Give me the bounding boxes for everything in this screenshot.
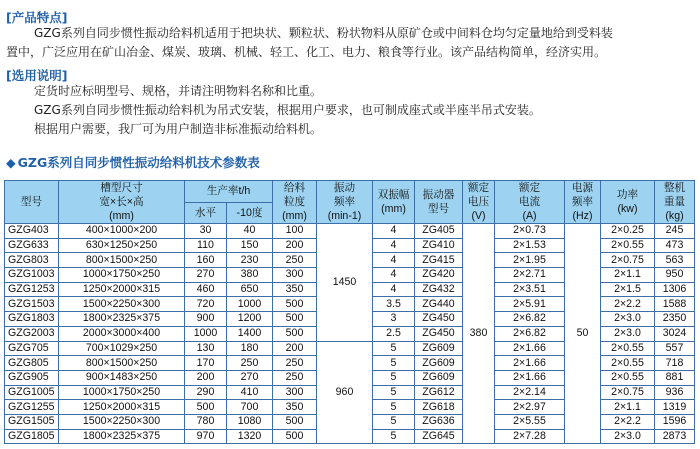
cell-current: 2×7.28 (495, 429, 565, 444)
cell-trough-size: 400×1000×200 (59, 224, 185, 239)
cell-capacity-horizontal: 30 (185, 224, 227, 239)
cell-vibrator-model: ZG410 (415, 238, 463, 253)
cell-model: GZG1805 (5, 429, 59, 444)
cell-feed-size: 300 (273, 385, 317, 400)
selection-heading: [选用说明] (6, 68, 68, 83)
cell-model: GZG1803 (5, 312, 59, 327)
cell-weight: 557 (655, 341, 695, 356)
header-amplitude: 双振幅 (mm) (373, 181, 415, 224)
cell-model: GZG403 (5, 224, 59, 239)
cell-capacity-minus10: 150 (227, 238, 273, 253)
cell-power: 2×3.0 (601, 429, 655, 444)
cell-capacity-horizontal: 200 (185, 370, 227, 385)
cell-current: 2×1.95 (495, 253, 565, 268)
cell-feed-size: 500 (273, 312, 317, 327)
cell-feed-size: 300 (273, 268, 317, 283)
header-vib-frequency: 振动 频率 (min-1) (317, 181, 373, 224)
cell-power: 2×2.2 (601, 414, 655, 429)
cell-capacity-horizontal: 1000 (185, 326, 227, 341)
cell-current: 2×5.91 (495, 297, 565, 312)
cell-amplitude: 5 (373, 341, 415, 356)
cell-weight: 2350 (655, 312, 695, 327)
cell-power: 2×2.2 (601, 297, 655, 312)
cell-capacity-minus10: 270 (227, 370, 273, 385)
cell-vibrator-model: ZG609 (415, 341, 463, 356)
cell-vib-frequency: 1450 (317, 224, 373, 342)
cell-amplitude: 3.5 (373, 297, 415, 312)
cell-amplitude: 4 (373, 224, 415, 239)
cell-power: 2×0.55 (601, 341, 655, 356)
cell-trough-size: 630×1250×250 (59, 238, 185, 253)
header-capacity-minus10: -10度 (227, 202, 273, 224)
cell-weight: 473 (655, 238, 695, 253)
cell-feed-size: 250 (273, 370, 317, 385)
cell-capacity-minus10: 700 (227, 400, 273, 415)
cell-power: 2×0.55 (601, 370, 655, 385)
cell-capacity-minus10: 1000 (227, 297, 273, 312)
cell-weight: 936 (655, 385, 695, 400)
cell-power: 2×0.55 (601, 356, 655, 371)
cell-current: 2×0.73 (495, 224, 565, 239)
table-row (5, 224, 695, 239)
cell-model: GZG1253 (5, 282, 59, 297)
cell-capacity-horizontal: 290 (185, 385, 227, 400)
cell-vibrator-model: ZG636 (415, 414, 463, 429)
cell-capacity-horizontal: 970 (185, 429, 227, 444)
cell-trough-size: 1000×1750×250 (59, 385, 185, 400)
cell-capacity-horizontal: 270 (185, 268, 227, 283)
cell-current: 2×1.66 (495, 341, 565, 356)
cell-feed-size: 200 (273, 238, 317, 253)
cell-amplitude: 3 (373, 312, 415, 327)
cell-weight: 1306 (655, 282, 695, 297)
cell-model: GZG1505 (5, 414, 59, 429)
cell-feed-size: 350 (273, 282, 317, 297)
cell-vibrator-model: ZG450 (415, 326, 463, 341)
features-heading: [产品特点] (6, 10, 68, 25)
cell-trough-size: 700×1029×250 (59, 341, 185, 356)
cell-vibrator-model: ZG609 (415, 370, 463, 385)
cell-trough-size: 800×1500×250 (59, 356, 185, 371)
cell-capacity-horizontal: 720 (185, 297, 227, 312)
header-power: 功率 (kw) (601, 181, 655, 224)
cell-model: GZG805 (5, 356, 59, 371)
cell-current: 2×2.14 (495, 385, 565, 400)
diamond-icon: ◆ (6, 155, 16, 170)
cell-weight: 563 (655, 253, 695, 268)
cell-weight: 1596 (655, 414, 695, 429)
cell-current: 2×1.66 (495, 356, 565, 371)
cell-current: 2×2.71 (495, 268, 565, 283)
cell-trough-size: 2000×3000×400 (59, 326, 185, 341)
cell-capacity-minus10: 410 (227, 385, 273, 400)
cell-trough-size: 1500×2250×300 (59, 297, 185, 312)
header-capacity: 生产率t/h (185, 181, 273, 203)
cell-feed-size: 500 (273, 429, 317, 444)
cell-feed-size: 250 (273, 356, 317, 371)
header-feed-size: 给料 粒度 (mm) (273, 181, 317, 224)
cell-vibrator-model: ZG420 (415, 268, 463, 283)
cell-model: GZG1255 (5, 400, 59, 415)
cell-feed-size: 250 (273, 253, 317, 268)
cell-weight: 1319 (655, 400, 695, 415)
cell-power: 2×1.5 (601, 282, 655, 297)
cell-weight: 950 (655, 268, 695, 283)
cell-model: GZG1005 (5, 385, 59, 400)
cell-model: GZG1503 (5, 297, 59, 312)
cell-power: 2×0.55 (601, 238, 655, 253)
cell-trough-size: 1250×2000×315 (59, 282, 185, 297)
selection-line-1: 定货时应标明型号、规格，并请注明物料名称和比重。 (34, 84, 323, 98)
cell-trough-size: 1800×2325×375 (59, 312, 185, 327)
header-power-frequency: 电源 频率 (Hz) (565, 181, 601, 224)
cell-capacity-minus10: 650 (227, 282, 273, 297)
cell-feed-size: 500 (273, 326, 317, 341)
header-capacity-horizontal: 水平 (185, 202, 227, 224)
cell-current: 2×5.55 (495, 414, 565, 429)
cell-vibrator-model: ZG450 (415, 312, 463, 327)
cell-amplitude: 5 (373, 429, 415, 444)
cell-power: 2×1.1 (601, 400, 655, 415)
cell-capacity-minus10: 1400 (227, 326, 273, 341)
cell-vibrator-model: ZG645 (415, 429, 463, 444)
cell-amplitude: 4 (373, 268, 415, 283)
cell-amplitude: 5 (373, 385, 415, 400)
cell-capacity-minus10: 180 (227, 341, 273, 356)
cell-weight: 2873 (655, 429, 695, 444)
cell-power: 2×3.0 (601, 312, 655, 327)
cell-model: GZG905 (5, 370, 59, 385)
cell-current: 2×2.97 (495, 400, 565, 415)
cell-power: 2×3.0 (601, 326, 655, 341)
cell-vibrator-model: ZG618 (415, 400, 463, 415)
cell-capacity-minus10: 380 (227, 268, 273, 283)
cell-trough-size: 800×1500×250 (59, 253, 185, 268)
cell-capacity-minus10: 230 (227, 253, 273, 268)
cell-model: GZG803 (5, 253, 59, 268)
cell-vibrator-model: ZG440 (415, 297, 463, 312)
cell-model: GZG2003 (5, 326, 59, 341)
cell-model: GZG705 (5, 341, 59, 356)
cell-weight: 718 (655, 356, 695, 371)
cell-amplitude: 5 (373, 370, 415, 385)
cell-amplitude: 2.5 (373, 326, 415, 341)
header-trough-size: 槽型尺寸 宽×长×高 (mm) (59, 181, 185, 224)
cell-trough-size: 1000×1750×250 (59, 268, 185, 283)
cell-power: 2×1.1 (601, 268, 655, 283)
cell-capacity-minus10: 250 (227, 356, 273, 371)
spec-table (4, 180, 695, 444)
spec-table-body (5, 224, 695, 444)
cell-capacity-horizontal: 780 (185, 414, 227, 429)
cell-feed-size: 200 (273, 341, 317, 356)
cell-power: 2×0.75 (601, 385, 655, 400)
header-voltage: 额定 电压 (V) (463, 181, 495, 224)
cell-amplitude: 5 (373, 356, 415, 371)
cell-vibrator-model: ZG609 (415, 356, 463, 371)
cell-model: GZG1003 (5, 268, 59, 283)
cell-trough-size: 1800×2325×375 (59, 429, 185, 444)
header-vibrator-model: 振动器 型号 (415, 181, 463, 224)
cell-trough-size: 1500×2250×300 (59, 414, 185, 429)
cell-vibrator-model: ZG405 (415, 224, 463, 239)
header-weight: 整机 重量 (kg) (655, 181, 695, 224)
cell-capacity-minus10: 1080 (227, 414, 273, 429)
cell-feed-size: 100 (273, 224, 317, 239)
cell-current: 2×3.51 (495, 282, 565, 297)
cell-power: 2×0.75 (601, 253, 655, 268)
cell-capacity-horizontal: 160 (185, 253, 227, 268)
cell-amplitude: 4 (373, 238, 415, 253)
cell-capacity-minus10: 1320 (227, 429, 273, 444)
cell-vibrator-model: ZG612 (415, 385, 463, 400)
cell-amplitude: 4 (373, 282, 415, 297)
cell-amplitude: 4 (373, 253, 415, 268)
cell-weight: 245 (655, 224, 695, 239)
table-title-text: GZG系列自同步惯性振动给料机技术参数表 (17, 155, 260, 170)
cell-capacity-horizontal: 170 (185, 356, 227, 371)
cell-voltage: 380 (463, 224, 495, 444)
selection-line-3: 根据用户需要，我厂可为用户制造非标准振动给料机。 (34, 122, 323, 136)
cell-current: 2×1.53 (495, 238, 565, 253)
table-title (6, 153, 260, 171)
cell-capacity-horizontal: 500 (185, 400, 227, 415)
selection-line-2: GZG系列自同步惯性振动给料机为吊式安装，根据用户要求，也可制成座式或半座半吊式安装。 (34, 103, 541, 117)
cell-capacity-horizontal: 460 (185, 282, 227, 297)
cell-vibrator-model: ZG432 (415, 282, 463, 297)
header-current: 额定 电流 (A) (495, 181, 565, 224)
cell-vib-frequency: 960 (317, 341, 373, 444)
cell-weight: 3024 (655, 326, 695, 341)
header-model: 型号 (5, 181, 59, 224)
cell-capacity-horizontal: 110 (185, 238, 227, 253)
cell-capacity-horizontal: 900 (185, 312, 227, 327)
cell-feed-size: 350 (273, 400, 317, 415)
cell-amplitude: 5 (373, 414, 415, 429)
cell-capacity-horizontal: 130 (185, 341, 227, 356)
cell-model: GZG633 (5, 238, 59, 253)
cell-current: 2×6.82 (495, 326, 565, 341)
cell-weight: 881 (655, 370, 695, 385)
cell-amplitude: 5 (373, 400, 415, 415)
cell-current: 2×6.82 (495, 312, 565, 327)
cell-current: 2×1.66 (495, 370, 565, 385)
cell-weight: 1588 (655, 297, 695, 312)
cell-power-frequency: 50 (565, 224, 601, 444)
cell-feed-size: 500 (273, 414, 317, 429)
cell-trough-size: 1250×2000×315 (59, 400, 185, 415)
cell-feed-size: 500 (273, 297, 317, 312)
features-line-1: GZG系列自同步惯性振动给料机适用于把块状、颗粒状、粉状物料从原矿仓或中间料仓均匀定量地给到受料装 (34, 26, 613, 40)
cell-capacity-minus10: 1200 (227, 312, 273, 327)
cell-capacity-minus10: 40 (227, 224, 273, 239)
cell-vibrator-model: ZG415 (415, 253, 463, 268)
cell-trough-size: 900×1483×250 (59, 370, 185, 385)
features-line-2: 置中，广泛应用在矿山冶金、煤炭、玻璃、机械、轻工、化工、电力、粮食等行业。该产品结构简单，经济实用。 (6, 45, 607, 59)
cell-power: 2×0.25 (601, 224, 655, 239)
